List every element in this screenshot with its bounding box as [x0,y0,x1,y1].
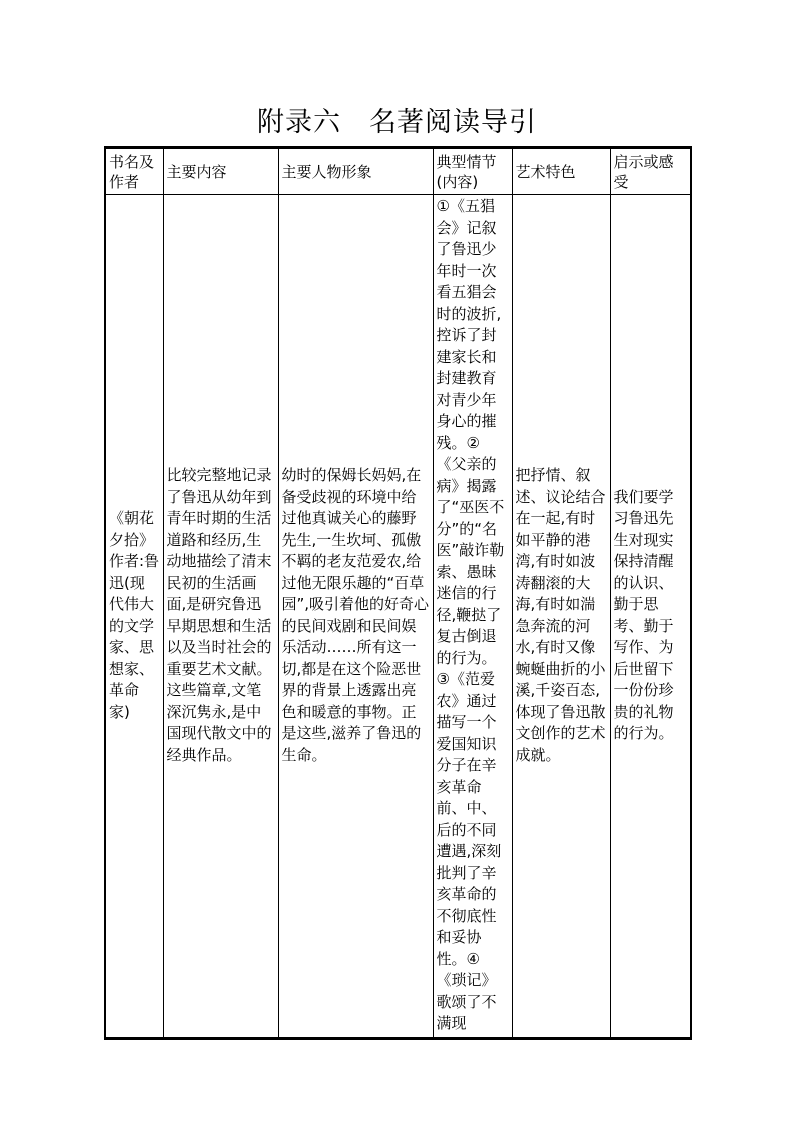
cell-typical-plot: ①《五猖会》记叙了鲁迅少年时一次看五猖会时的波折,控诉了封建家长和封建教育对青少年身心的摧残。②《父亲的病》揭露了“巫医不分”的“名医”敲诈勒索、愚昧迷信的行径,鞭挞了复古倒退的行为。③《范爱农》通过描写一个爱国知识分子在辛亥革命前、中、后的不同遭遇,深刻批判了辛亥革命的不彻底性和妥协性。④《琐记》歌颂了不满现 [433,195,512,1039]
header-typical-plot: 典型情节(内容) [433,148,512,195]
table-header-row [105,148,691,195]
header-book-author: 书名及作者 [105,148,163,195]
header-characters: 主要人物形象 [278,148,433,195]
cell-artistic-features: 把抒情、叙述、议论结合在一起,有时如平静的港湾,有时如波涛翻滚的大海,有时如湍急奔流的河水,有时又像蜿蜒曲折的小溪,千姿百态,体现了鲁迅散文创作的艺术成就。 [512,195,610,1039]
header-inspiration: 启示或感受 [610,148,691,195]
reading-guide-table [104,146,692,1040]
table-row [105,195,691,1039]
header-artistic-features: 艺术特色 [512,148,610,195]
page-title: 附录六 名著阅读导引 [257,107,537,138]
cell-main-content: 比较完整地记录了鲁迅从幼年到青年时期的生活道路和经历,生动地描绘了清末民初的生活画面,是研究鲁迅早期思想和生活以及当时社会的重要艺术文献。这些篇章,文笔深沉隽永,是中国现代散文中的经典作品。 [163,195,278,1039]
cell-characters: 幼时的保姆长妈妈,在备受歧视的环境中给过他真诚关心的藤野先生,一生坎坷、孤傲不羁的老友范爱农,给过他无限乐趣的“百草园”,吸引着他的好奇心的民间戏剧和民间娱乐活动……所有这一切,都是在这个险恶世界的背景上透露出亮色和暖意的事物。正是这些,滋养了鲁迅的生命。 [278,195,433,1039]
cell-inspiration: 我们要学习鲁迅先生对现实保持清醒的认识、勤于思考、勤于写作、为后世留下一份份珍贵的礼物的行为。 [610,195,691,1039]
header-main-content: 主要内容 [163,148,278,195]
cell-book-author: 《朝花夕拾》作者:鲁迅(现代伟大的文学家、思想家、革命家) [105,195,163,1039]
